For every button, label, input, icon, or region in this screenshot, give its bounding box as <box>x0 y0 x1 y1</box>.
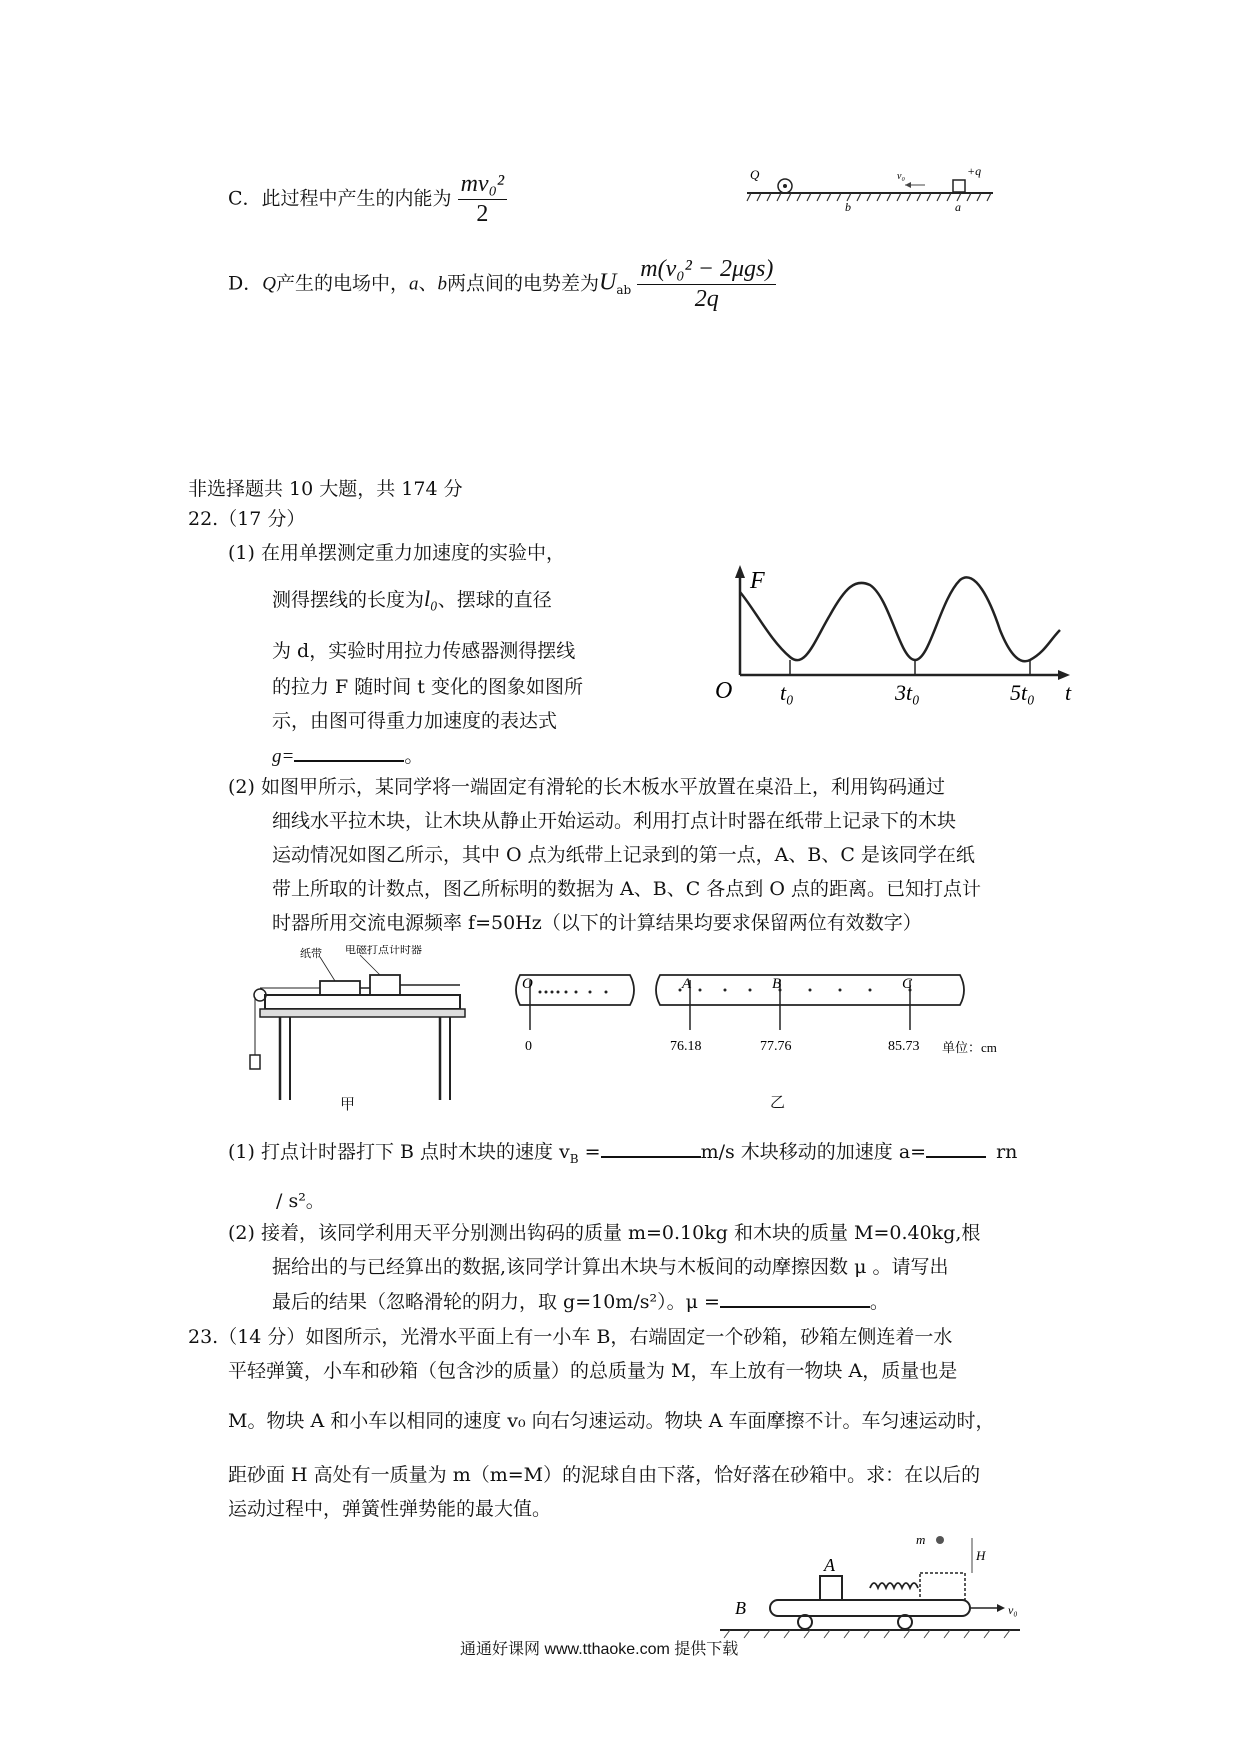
graph-tick-5t0: 5t₀ <box>1010 680 1035 705</box>
q22-sub2-l3-text: 最后的结果（忽略滑轮的阴力，取 g=10m/s²）。μ = <box>272 1291 720 1313</box>
q22-p2-line2: 细线水平拉木块，让木块从静止开始运动。利用打点计时器在纸带上记录下的木块 <box>272 810 957 832</box>
q22-g-end: 。 <box>404 745 424 767</box>
tape-unit: 单位：cm <box>942 1040 997 1055</box>
option-d-denominator: 2q <box>694 285 719 312</box>
q23-line2: 平轻弹簧，小车和砂箱（包含沙的质量）的总质量为 M，车上放有一物块 A，质量也是 <box>228 1360 958 1382</box>
fig-jia-caption: 甲 <box>340 1095 356 1113</box>
option-d-a: a <box>408 273 419 295</box>
fig23-label-A: A <box>824 1555 835 1575</box>
q23-line4: 距砂面 H 高处有一质量为 m（m=M）的泥球自由下落，恰好落在砂箱中。求：在以后的 <box>228 1464 981 1486</box>
option-d-U-sub: ab <box>616 283 632 298</box>
q22-p1-l2c: 、摆球的直径 <box>437 589 552 611</box>
option-d-U: U <box>599 269 617 296</box>
figure-yi-tape <box>510 960 1030 1060</box>
figure-cart-spring <box>720 1518 1020 1653</box>
q22-sub1-text: (1) 打点计时器打下 B 点时木块的速度 v <box>228 1141 570 1163</box>
q22-p1-line1: (1) 在用单摆测定重力加速度的实验中， <box>228 542 565 564</box>
q22-p2-line4: 带上所取的计数点，图乙所标明的数据为 A、B、C 各点到 O 点的距离。已知打点计 <box>272 878 981 900</box>
mu-answer-blank[interactable] <box>720 1290 870 1308</box>
option-d-fraction <box>637 255 776 314</box>
tape-value-B: 77.76 <box>760 1039 792 1054</box>
graph-F-label: F <box>750 568 765 594</box>
q22-sub1-eq: = <box>578 1141 601 1163</box>
force-time-graph <box>710 560 1080 710</box>
q22-l0: l₀ <box>424 586 438 611</box>
option-d <box>228 255 776 314</box>
option-d-label: D． <box>228 272 263 295</box>
q22-p1-line6 <box>272 744 423 769</box>
tape-value-A: 76.18 <box>670 1039 702 1054</box>
q22-sub1-unit: rn <box>996 1141 1018 1163</box>
option-c <box>228 170 507 229</box>
fig23-label-H: H <box>976 1548 986 1563</box>
option-c-numerator: mv₀² <box>458 170 508 200</box>
q22-g-label: g= <box>272 746 295 767</box>
q22-p1-line2 <box>272 586 552 612</box>
tape-point-B: B <box>772 976 782 992</box>
fig-label-q: +q <box>967 164 982 178</box>
footer: 通通好课网 www.tthaoke.com 提供下载 <box>460 1641 739 1658</box>
fig23-label-m: m <box>916 1532 926 1547</box>
q23-line5: 运动过程中，弹簧性弹势能的最大值。 <box>228 1498 552 1520</box>
graph-O-label: O <box>715 678 733 704</box>
q22-p1-line4: 的拉力 F 随时间 t 变化的图象如图所 <box>272 676 583 698</box>
q22-sub2-end: 。 <box>869 1291 889 1313</box>
vb-answer-blank[interactable] <box>601 1140 701 1158</box>
q22-p2-line1: (2) 如图甲所示，某同学将一端固定有滑轮的长木板水平放置在桌沿上，利用钩码通过 <box>228 776 945 798</box>
fig-yi-caption: 乙 <box>770 1093 786 1111</box>
q23-line1: 23.（14 分）如图所示，光滑水平面上有一小车 B，右端固定一个砂箱，砂箱左侧连着一水 <box>188 1326 953 1348</box>
tape-value-C: 85.73 <box>888 1039 920 1054</box>
section-header: 非选择题共 10 大题，共 174 分 <box>188 478 463 500</box>
q22-p2-line3: 运动情况如图乙所示，其中 O 点为纸带上记录到的第一点，A、B、C 是该同学在纸 <box>272 844 975 866</box>
a-answer-blank[interactable] <box>926 1140 986 1158</box>
fig-label-v: v₀ <box>897 171 905 182</box>
fig23-label-B: B <box>735 1598 746 1618</box>
graph-t-label: t <box>1065 680 1072 705</box>
option-d-numerator: m(v₀² − 2μgs) <box>637 255 776 285</box>
fig23-label-v0: v₀ <box>1008 1603 1018 1617</box>
q22-sub2-line2: 据给出的与已经算出的数据,该同学计算出木块与木板间的动摩擦因数 μ 。请写出 <box>272 1256 949 1278</box>
q22-p1-line3: 为 d，实验时用拉力传感器测得摆线 <box>272 640 576 662</box>
q22-g-blank[interactable] <box>294 744 404 762</box>
q22-p1-line5: 示，由图可得重力加速度的表达式 <box>272 710 558 732</box>
option-c-denominator: 2 <box>476 200 489 227</box>
option-d-text2: 两点间的电势差为 <box>447 272 600 295</box>
tape-point-C: C <box>902 976 913 992</box>
figure-charge-track <box>745 155 995 215</box>
fig-label-b: b <box>845 200 851 214</box>
q22-p1-l2a: 测得摆线的长度为 <box>272 589 425 611</box>
q22-sub2-line1: (2) 接着，该同学利用天平分别测出钩码的质量 m=0.10kg 和木块的质量 M=0.40kg,根 <box>228 1222 981 1244</box>
option-d-sep: 、 <box>418 272 438 295</box>
fig-label-Q: Q <box>750 167 760 182</box>
q22-sub1-sub: B <box>569 1151 579 1166</box>
option-d-text1: 产生的电场中， <box>275 272 409 295</box>
q22-sub1-unit-line: / s²。 <box>276 1190 325 1212</box>
q22-sub1 <box>228 1140 1017 1166</box>
tape-point-A: A <box>682 976 692 992</box>
fig-jia-label-timer: 电磁打点计时器 <box>345 945 422 956</box>
option-c-label: C．此过程中产生的内能为 <box>228 187 452 210</box>
q22-sub2-line3 <box>272 1290 889 1314</box>
option-d-q: Q <box>262 273 276 295</box>
tape-value-O: 0 <box>525 1039 532 1054</box>
fig-jia-label-tape: 纸带 <box>300 948 322 960</box>
q22-sub1-text2: m/s 木块移动的加速度 a= <box>700 1141 927 1163</box>
option-c-fraction <box>458 170 508 229</box>
graph-tick-3t0: 3t₀ <box>895 680 920 705</box>
graph-tick-t0: t₀ <box>780 680 794 705</box>
q22-number: 22.（17 分） <box>188 508 306 530</box>
q23-line3: M。物块 A 和小车以相同的速度 v₀ 向右匀速运动。物块 A 车面摩擦不计。车匀速运动时， <box>228 1410 995 1432</box>
option-d-b: b <box>437 273 447 295</box>
fig-label-a: a <box>955 200 961 214</box>
q22-p2-line5: 时器所用交流电源频率 f=50Hz（以下的计算结果均要求保留两位有效数字） <box>272 912 922 934</box>
figure-jia-apparatus <box>240 945 470 1115</box>
tape-point-O: O <box>522 976 533 992</box>
